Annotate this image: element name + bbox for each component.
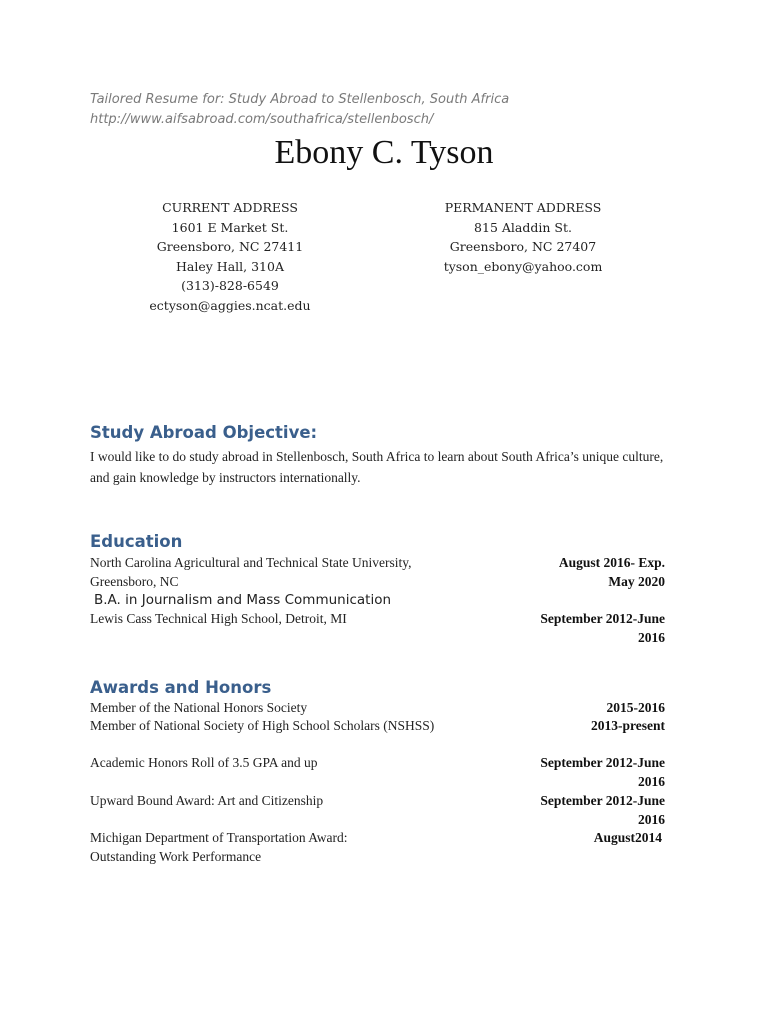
tailored-line: Tailored Resume for: Study Abroad to Stellenbosch, South Africa (90, 92, 510, 107)
objective-text: I would like to do study abroad in Stellenbosch, South Africa to learn about South Africa’s unique culture, and gain knowledge by instructors internationally. (90, 449, 664, 485)
award-name: Academic Honors Roll of 3.5 GPA and up (90, 755, 318, 770)
current-address-block (130, 198, 330, 315)
current-address-line: Haley Hall, 310A (176, 258, 284, 274)
current-email: ectyson@aggies.ncat.edu (149, 297, 311, 313)
current-address-line: 1601 E Market St. (171, 219, 289, 235)
awards-heading: Awards and Honors (90, 678, 272, 697)
current-phone: (313)-828-6549 (181, 278, 279, 293)
program-url: http://www.aifsabroad.com/southafrica/stellenbosch/ (90, 112, 434, 127)
education-institution: North Carolina Agricultural and Technical State University, Greensboro, NC (90, 555, 412, 589)
objective-heading: Study Abroad Objective: (90, 423, 318, 442)
award-name: Upward Bound Award: Art and Citizenship (90, 793, 324, 808)
current-address-heading: CURRENT ADDRESS (162, 200, 298, 215)
applicant-name: Ebony C. Tyson (274, 134, 494, 171)
education-degree: B.A. in Journalism and Mass Communication (94, 592, 392, 608)
award-dates: August2014 (593, 830, 662, 845)
award-name: Member of the National Honors Society (90, 700, 308, 715)
current-address-line: Greensboro, NC 27411 (156, 239, 304, 254)
permanent-address-line: Greensboro, NC 27407 (449, 239, 597, 254)
award-dates: September 2012-June 2016 (540, 793, 665, 827)
tailored-header (90, 90, 690, 130)
education-dates: August 2016- Exp. May 2020 (558, 555, 665, 589)
award-name: Michigan Department of Transportation Award: Outstanding Work Performance (90, 830, 348, 864)
award-dates: 2013-present (591, 718, 665, 733)
education-heading: Education (90, 532, 183, 551)
permanent-email: tyson_ebony@yahoo.com (443, 258, 603, 274)
award-dates: September 2012-June 2016 (540, 755, 665, 789)
education-institution: Lewis Cass Technical High School, Detroit, MI (90, 611, 347, 626)
education-dates: September 2012-June 2016 (540, 611, 665, 645)
award-name: Member of National Society of High School Scholars (NSHSS) (90, 718, 435, 733)
permanent-address-heading: PERMANENT ADDRESS (444, 200, 602, 215)
award-dates: 2015-2016 (606, 700, 665, 715)
permanent-address-line: 815 Aladdin St. (474, 219, 572, 235)
permanent-address-block (423, 198, 623, 276)
